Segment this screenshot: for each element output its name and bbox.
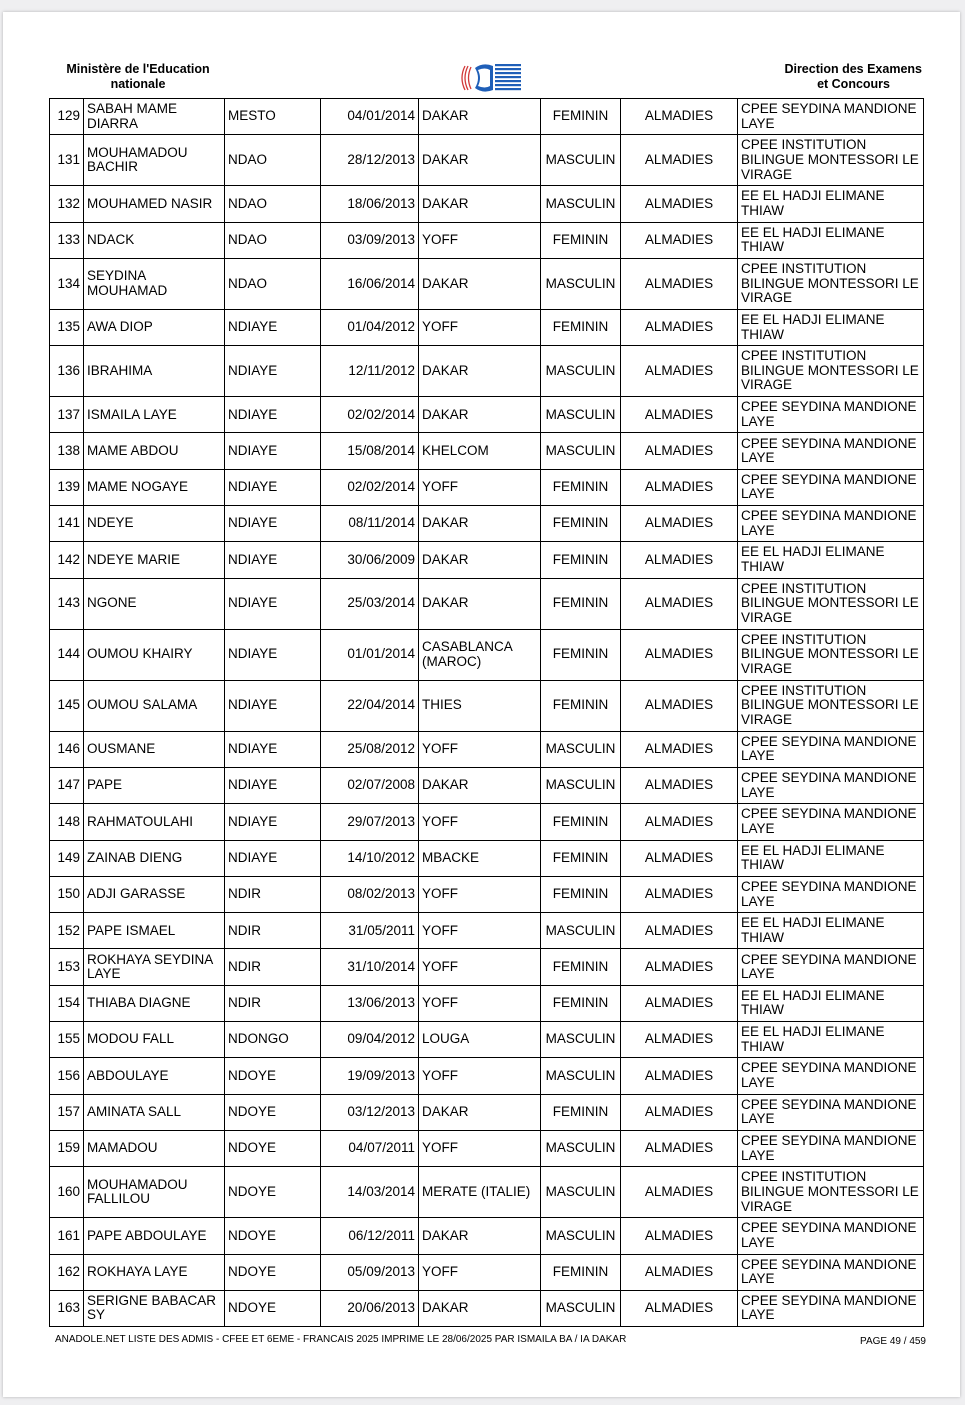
cell-sex: FEMININ xyxy=(541,629,621,680)
cell-school: CPEE INSTITUTION BILINGUE MONTESSORI LE VIRAGE xyxy=(738,680,924,731)
cell-sex: MASCULIN xyxy=(541,346,621,397)
cell-row-number: 137 xyxy=(50,397,84,433)
cell-birth-place: YOFF xyxy=(419,1058,541,1094)
cell-birth-date: 20/06/2013 xyxy=(321,1290,419,1326)
cell-school: CPEE SEYDINA MANDIONE LAYE xyxy=(738,731,924,767)
cell-last-name: NDIAYE xyxy=(225,731,321,767)
cell-row-number: 163 xyxy=(50,1290,84,1326)
cell-first-name: PAPE xyxy=(84,767,225,803)
table-row xyxy=(50,135,924,186)
table-row xyxy=(50,1022,924,1058)
cell-birth-place: THIES xyxy=(419,680,541,731)
cell-birth-date: 01/04/2012 xyxy=(321,309,419,345)
cell-last-name: NDIAYE xyxy=(225,767,321,803)
cell-sex: MASCULIN xyxy=(541,1167,621,1218)
cell-last-name: NDIAYE xyxy=(225,840,321,876)
ministry-name-line1: Ministère de l'Education xyxy=(66,62,210,76)
cell-school: CPEE SEYDINA MANDIONE LAYE xyxy=(738,506,924,542)
cell-sex: MASCULIN xyxy=(541,1130,621,1166)
cell-first-name: OUSMANE xyxy=(84,731,225,767)
cell-birth-place: DAKAR xyxy=(419,1290,541,1326)
cell-birth-place: YOFF xyxy=(419,469,541,505)
cell-birth-date: 05/09/2013 xyxy=(321,1254,419,1290)
cell-sex: FEMININ xyxy=(541,542,621,578)
cell-last-name: NDAO xyxy=(225,258,321,309)
cell-row-number: 136 xyxy=(50,346,84,397)
cell-school: CPEE SEYDINA MANDIONE LAYE xyxy=(738,1130,924,1166)
cell-exam-center: ALMADIES xyxy=(621,99,738,135)
cell-first-name: NDACK xyxy=(84,222,225,258)
cell-birth-date: 04/07/2011 xyxy=(321,1130,419,1166)
cell-school: EE EL HADJI ELIMANE THIAW xyxy=(738,985,924,1021)
cell-sex: MASCULIN xyxy=(541,767,621,803)
cell-sex: MASCULIN xyxy=(541,186,621,222)
cell-last-name: NDIAYE xyxy=(225,309,321,345)
cell-birth-date: 25/08/2012 xyxy=(321,731,419,767)
cell-exam-center: ALMADIES xyxy=(621,433,738,469)
table-row xyxy=(50,542,924,578)
table-row xyxy=(50,258,924,309)
table-row xyxy=(50,629,924,680)
cell-row-number: 133 xyxy=(50,222,84,258)
cell-last-name: NDIR xyxy=(225,913,321,949)
cell-last-name: NDAO xyxy=(225,135,321,186)
cell-birth-place: DAKAR xyxy=(419,1218,541,1254)
cell-first-name: RAHMATOULAHI xyxy=(84,804,225,840)
cell-sex: MASCULIN xyxy=(541,1058,621,1094)
cell-row-number: 141 xyxy=(50,506,84,542)
cell-exam-center: ALMADIES xyxy=(621,1058,738,1094)
cell-birth-date: 09/04/2012 xyxy=(321,1022,419,1058)
cell-exam-center: ALMADIES xyxy=(621,804,738,840)
cell-first-name: ZAINAB DIENG xyxy=(84,840,225,876)
table-row xyxy=(50,578,924,629)
cell-birth-place: DAKAR xyxy=(419,542,541,578)
cell-exam-center: ALMADIES xyxy=(621,578,738,629)
cell-school: EE EL HADJI ELIMANE THIAW xyxy=(738,186,924,222)
cell-first-name: SABAH MAME DIARRA xyxy=(84,99,225,135)
cell-exam-center: ALMADIES xyxy=(621,913,738,949)
cell-row-number: 146 xyxy=(50,731,84,767)
ministry-name-line2: nationale xyxy=(110,77,166,91)
cell-sex: FEMININ xyxy=(541,469,621,505)
cell-last-name: NDIAYE xyxy=(225,469,321,505)
table-row xyxy=(50,680,924,731)
cell-sex: FEMININ xyxy=(541,949,621,985)
cell-school: CPEE SEYDINA MANDIONE LAYE xyxy=(738,804,924,840)
cell-row-number: 144 xyxy=(50,629,84,680)
cell-sex: MASCULIN xyxy=(541,731,621,767)
cell-school: CPEE SEYDINA MANDIONE LAYE xyxy=(738,949,924,985)
cell-first-name: NGONE xyxy=(84,578,225,629)
cell-birth-place: DAKAR xyxy=(419,767,541,803)
table-row xyxy=(50,876,924,912)
cell-birth-place: DAKAR xyxy=(419,397,541,433)
cell-school: EE EL HADJI ELIMANE THIAW xyxy=(738,222,924,258)
cell-birth-place: YOFF xyxy=(419,949,541,985)
cell-last-name: NDIAYE xyxy=(225,680,321,731)
cell-first-name: AWA DIOP xyxy=(84,309,225,345)
cell-birth-date: 22/04/2014 xyxy=(321,680,419,731)
cell-school: CPEE INSTITUTION BILINGUE MONTESSORI LE VIRAGE xyxy=(738,346,924,397)
cell-exam-center: ALMADIES xyxy=(621,1290,738,1326)
cell-last-name: NDIAYE xyxy=(225,629,321,680)
cell-birth-place: MERATE (ITALIE) xyxy=(419,1167,541,1218)
table-row xyxy=(50,506,924,542)
cell-school: EE EL HADJI ELIMANE THIAW xyxy=(738,1022,924,1058)
cell-birth-date: 04/01/2014 xyxy=(321,99,419,135)
cell-school: CPEE SEYDINA MANDIONE LAYE xyxy=(738,876,924,912)
cell-school: EE EL HADJI ELIMANE THIAW xyxy=(738,542,924,578)
cell-birth-place: YOFF xyxy=(419,222,541,258)
cell-first-name: MAMADOU xyxy=(84,1130,225,1166)
admitted-students-table xyxy=(49,98,924,1327)
cell-last-name: NDIAYE xyxy=(225,578,321,629)
cell-last-name: NDOYE xyxy=(225,1167,321,1218)
cell-birth-place: LOUGA xyxy=(419,1022,541,1058)
cell-birth-date: 14/03/2014 xyxy=(321,1167,419,1218)
cell-exam-center: ALMADIES xyxy=(621,506,738,542)
cell-sex: MASCULIN xyxy=(541,1290,621,1326)
cell-last-name: NDIAYE xyxy=(225,433,321,469)
ministry-logo-icon xyxy=(455,60,525,96)
cell-row-number: 162 xyxy=(50,1254,84,1290)
table-row xyxy=(50,804,924,840)
cell-exam-center: ALMADIES xyxy=(621,258,738,309)
table-row xyxy=(50,1218,924,1254)
cell-birth-date: 29/07/2013 xyxy=(321,804,419,840)
cell-birth-date: 01/01/2014 xyxy=(321,629,419,680)
cell-row-number: 131 xyxy=(50,135,84,186)
cell-sex: MASCULIN xyxy=(541,1022,621,1058)
cell-exam-center: ALMADIES xyxy=(621,1167,738,1218)
cell-school: EE EL HADJI ELIMANE THIAW xyxy=(738,913,924,949)
cell-first-name: PAPE ABDOULAYE xyxy=(84,1218,225,1254)
cell-birth-place: YOFF xyxy=(419,1254,541,1290)
cell-birth-date: 02/07/2008 xyxy=(321,767,419,803)
cell-last-name: NDOYE xyxy=(225,1218,321,1254)
cell-sex: FEMININ xyxy=(541,99,621,135)
cell-last-name: NDIAYE xyxy=(225,804,321,840)
cell-school: CPEE SEYDINA MANDIONE LAYE xyxy=(738,1218,924,1254)
cell-exam-center: ALMADIES xyxy=(621,1094,738,1130)
cell-row-number: 152 xyxy=(50,913,84,949)
cell-sex: FEMININ xyxy=(541,804,621,840)
cell-row-number: 139 xyxy=(50,469,84,505)
cell-birth-date: 16/06/2014 xyxy=(321,258,419,309)
table-row xyxy=(50,186,924,222)
cell-birth-date: 31/05/2011 xyxy=(321,913,419,949)
cell-birth-date: 02/02/2014 xyxy=(321,397,419,433)
cell-exam-center: ALMADIES xyxy=(621,840,738,876)
cell-school: CPEE SEYDINA MANDIONE LAYE xyxy=(738,99,924,135)
cell-last-name: NDOYE xyxy=(225,1290,321,1326)
cell-first-name: MOUHAMADOU FALLILOU xyxy=(84,1167,225,1218)
table-row xyxy=(50,985,924,1021)
cell-birth-place: YOFF xyxy=(419,1130,541,1166)
cell-first-name: MOUHAMADOU BACHIR xyxy=(84,135,225,186)
cell-row-number: 138 xyxy=(50,433,84,469)
cell-first-name: SERIGNE BABACAR SY xyxy=(84,1290,225,1326)
cell-exam-center: ALMADIES xyxy=(621,731,738,767)
cell-birth-date: 02/02/2014 xyxy=(321,469,419,505)
cell-exam-center: ALMADIES xyxy=(621,397,738,433)
direction-name-line2: et Concours xyxy=(817,77,890,91)
cell-first-name: OUMOU SALAMA xyxy=(84,680,225,731)
cell-birth-date: 15/08/2014 xyxy=(321,433,419,469)
cell-birth-date: 12/11/2012 xyxy=(321,346,419,397)
cell-birth-date: 28/12/2013 xyxy=(321,135,419,186)
cell-exam-center: ALMADIES xyxy=(621,1254,738,1290)
table-row xyxy=(50,913,924,949)
cell-last-name: NDAO xyxy=(225,186,321,222)
cell-birth-date: 30/06/2009 xyxy=(321,542,419,578)
direction-header xyxy=(732,62,922,92)
cell-birth-date: 14/10/2012 xyxy=(321,840,419,876)
table-row xyxy=(50,1130,924,1166)
cell-school: CPEE INSTITUTION BILINGUE MONTESSORI LE VIRAGE xyxy=(738,258,924,309)
cell-last-name: NDIAYE xyxy=(225,506,321,542)
cell-birth-place: DAKAR xyxy=(419,186,541,222)
cell-sex: FEMININ xyxy=(541,1094,621,1130)
cell-first-name: OUMOU KHAIRY xyxy=(84,629,225,680)
cell-exam-center: ALMADIES xyxy=(621,222,738,258)
cell-first-name: MAME ABDOU xyxy=(84,433,225,469)
cell-exam-center: ALMADIES xyxy=(621,135,738,186)
cell-birth-place: DAKAR xyxy=(419,135,541,186)
cell-row-number: 160 xyxy=(50,1167,84,1218)
table-row xyxy=(50,99,924,135)
cell-row-number: 153 xyxy=(50,949,84,985)
cell-sex: MASCULIN xyxy=(541,397,621,433)
cell-last-name: NDAO xyxy=(225,222,321,258)
cell-school: CPEE SEYDINA MANDIONE LAYE xyxy=(738,767,924,803)
table-row xyxy=(50,346,924,397)
cell-row-number: 155 xyxy=(50,1022,84,1058)
cell-birth-date: 31/10/2014 xyxy=(321,949,419,985)
cell-exam-center: ALMADIES xyxy=(621,1022,738,1058)
cell-last-name: NDIAYE xyxy=(225,397,321,433)
table-row xyxy=(50,767,924,803)
cell-first-name: THIABA DIAGNE xyxy=(84,985,225,1021)
table-row xyxy=(50,433,924,469)
cell-row-number: 132 xyxy=(50,186,84,222)
cell-first-name: ADJI GARASSE xyxy=(84,876,225,912)
cell-birth-place: DAKAR xyxy=(419,506,541,542)
cell-row-number: 142 xyxy=(50,542,84,578)
cell-sex: MASCULIN xyxy=(541,135,621,186)
cell-birth-date: 18/06/2013 xyxy=(321,186,419,222)
table-row xyxy=(50,309,924,345)
cell-row-number: 147 xyxy=(50,767,84,803)
cell-school: CPEE SEYDINA MANDIONE LAYE xyxy=(738,1290,924,1326)
cell-school: CPEE SEYDINA MANDIONE LAYE xyxy=(738,1254,924,1290)
table-row xyxy=(50,1167,924,1218)
cell-sex: MASCULIN xyxy=(541,913,621,949)
cell-row-number: 145 xyxy=(50,680,84,731)
cell-sex: MASCULIN xyxy=(541,433,621,469)
ministry-header xyxy=(43,62,233,92)
cell-first-name: SEYDINA MOUHAMAD xyxy=(84,258,225,309)
cell-first-name: IBRAHIMA xyxy=(84,346,225,397)
table-row xyxy=(50,731,924,767)
cell-last-name: NDIAYE xyxy=(225,542,321,578)
cell-school: CPEE INSTITUTION BILINGUE MONTESSORI LE VIRAGE xyxy=(738,1167,924,1218)
cell-birth-date: 19/09/2013 xyxy=(321,1058,419,1094)
direction-name-line1: Direction des Examens xyxy=(784,62,922,76)
cell-exam-center: ALMADIES xyxy=(621,680,738,731)
cell-last-name: NDOYE xyxy=(225,1058,321,1094)
page-number: PAGE 49 / 459 xyxy=(860,1336,926,1347)
cell-first-name: MAME NOGAYE xyxy=(84,469,225,505)
cell-school: EE EL HADJI ELIMANE THIAW xyxy=(738,309,924,345)
cell-first-name: MOUHAMED NASIR xyxy=(84,186,225,222)
table-row xyxy=(50,222,924,258)
cell-birth-date: 08/02/2013 xyxy=(321,876,419,912)
cell-sex: FEMININ xyxy=(541,876,621,912)
cell-exam-center: ALMADIES xyxy=(621,629,738,680)
cell-birth-place: MBACKE xyxy=(419,840,541,876)
cell-row-number: 159 xyxy=(50,1130,84,1166)
cell-birth-place: DAKAR xyxy=(419,99,541,135)
cell-sex: FEMININ xyxy=(541,985,621,1021)
table-row xyxy=(50,840,924,876)
cell-row-number: 161 xyxy=(50,1218,84,1254)
cell-row-number: 156 xyxy=(50,1058,84,1094)
cell-exam-center: ALMADIES xyxy=(621,186,738,222)
cell-school: CPEE INSTITUTION BILINGUE MONTESSORI LE VIRAGE xyxy=(738,135,924,186)
cell-birth-place: YOFF xyxy=(419,731,541,767)
cell-birth-date: 03/09/2013 xyxy=(321,222,419,258)
cell-school: CPEE SEYDINA MANDIONE LAYE xyxy=(738,397,924,433)
cell-last-name: NDIR xyxy=(225,876,321,912)
cell-exam-center: ALMADIES xyxy=(621,1130,738,1166)
cell-sex: FEMININ xyxy=(541,840,621,876)
table-row xyxy=(50,1254,924,1290)
cell-school: CPEE SEYDINA MANDIONE LAYE xyxy=(738,1058,924,1094)
cell-birth-place: YOFF xyxy=(419,309,541,345)
table-row xyxy=(50,1058,924,1094)
cell-birth-place: YOFF xyxy=(419,985,541,1021)
cell-row-number: 129 xyxy=(50,99,84,135)
cell-last-name: NDOYE xyxy=(225,1094,321,1130)
table-row xyxy=(50,469,924,505)
cell-school: EE EL HADJI ELIMANE THIAW xyxy=(738,840,924,876)
cell-exam-center: ALMADIES xyxy=(621,949,738,985)
cell-exam-center: ALMADIES xyxy=(621,876,738,912)
cell-school: CPEE SEYDINA MANDIONE LAYE xyxy=(738,469,924,505)
cell-first-name: NDEYE MARIE xyxy=(84,542,225,578)
cell-birth-place: CASABLANCA (MAROC) xyxy=(419,629,541,680)
cell-sex: FEMININ xyxy=(541,309,621,345)
cell-first-name: NDEYE xyxy=(84,506,225,542)
cell-last-name: NDOYE xyxy=(225,1130,321,1166)
cell-first-name: ROKHAYA LAYE xyxy=(84,1254,225,1290)
cell-exam-center: ALMADIES xyxy=(621,542,738,578)
cell-sex: MASCULIN xyxy=(541,258,621,309)
cell-exam-center: ALMADIES xyxy=(621,346,738,397)
cell-last-name: NDIAYE xyxy=(225,346,321,397)
cell-last-name: NDIR xyxy=(225,985,321,1021)
cell-birth-place: DAKAR xyxy=(419,258,541,309)
cell-birth-date: 08/11/2014 xyxy=(321,506,419,542)
cell-first-name: ISMAILA LAYE xyxy=(84,397,225,433)
cell-first-name: MODOU FALL xyxy=(84,1022,225,1058)
cell-birth-place: DAKAR xyxy=(419,1094,541,1130)
cell-birth-place: YOFF xyxy=(419,876,541,912)
cell-sex: MASCULIN xyxy=(541,1218,621,1254)
cell-last-name: MESTO xyxy=(225,99,321,135)
cell-row-number: 154 xyxy=(50,985,84,1021)
cell-birth-place: DAKAR xyxy=(419,346,541,397)
footer-print-info: ANADOLE.NET LISTE DES ADMIS - CFEE ET 6EME - FRANCAIS 2025 IMPRIME LE 28/06/2025 PAR ISMAILA BA / IA DAKAR xyxy=(55,1334,627,1345)
cell-birth-place: KHELCOM xyxy=(419,433,541,469)
cell-exam-center: ALMADIES xyxy=(621,1218,738,1254)
table-row xyxy=(50,397,924,433)
cell-first-name: ROKHAYA SEYDINA LAYE xyxy=(84,949,225,985)
cell-first-name: PAPE ISMAEL xyxy=(84,913,225,949)
cell-first-name: ABDOULAYE xyxy=(84,1058,225,1094)
cell-sex: FEMININ xyxy=(541,222,621,258)
cell-birth-date: 13/06/2013 xyxy=(321,985,419,1021)
cell-exam-center: ALMADIES xyxy=(621,469,738,505)
cell-birth-date: 03/12/2013 xyxy=(321,1094,419,1130)
table-row xyxy=(50,1094,924,1130)
cell-row-number: 157 xyxy=(50,1094,84,1130)
cell-last-name: NDIR xyxy=(225,949,321,985)
cell-row-number: 143 xyxy=(50,578,84,629)
cell-school: CPEE SEYDINA MANDIONE LAYE xyxy=(738,433,924,469)
cell-school: CPEE INSTITUTION BILINGUE MONTESSORI LE VIRAGE xyxy=(738,629,924,680)
cell-sex: FEMININ xyxy=(541,578,621,629)
cell-birth-place: YOFF xyxy=(419,804,541,840)
cell-row-number: 134 xyxy=(50,258,84,309)
cell-sex: FEMININ xyxy=(541,506,621,542)
table-row xyxy=(50,949,924,985)
cell-sex: FEMININ xyxy=(541,680,621,731)
cell-birth-date: 06/12/2011 xyxy=(321,1218,419,1254)
document-page xyxy=(3,12,960,1397)
cell-exam-center: ALMADIES xyxy=(621,985,738,1021)
cell-birth-place: DAKAR xyxy=(419,578,541,629)
table-row xyxy=(50,1290,924,1326)
cell-row-number: 150 xyxy=(50,876,84,912)
cell-school: CPEE INSTITUTION BILINGUE MONTESSORI LE VIRAGE xyxy=(738,578,924,629)
cell-row-number: 149 xyxy=(50,840,84,876)
cell-birth-place: YOFF xyxy=(419,913,541,949)
cell-exam-center: ALMADIES xyxy=(621,767,738,803)
cell-sex: FEMININ xyxy=(541,1254,621,1290)
cell-row-number: 135 xyxy=(50,309,84,345)
cell-school: CPEE SEYDINA MANDIONE LAYE xyxy=(738,1094,924,1130)
cell-last-name: NDONGO xyxy=(225,1022,321,1058)
cell-last-name: NDOYE xyxy=(225,1254,321,1290)
cell-exam-center: ALMADIES xyxy=(621,309,738,345)
cell-first-name: AMINATA SALL xyxy=(84,1094,225,1130)
cell-birth-date: 25/03/2014 xyxy=(321,578,419,629)
cell-row-number: 148 xyxy=(50,804,84,840)
